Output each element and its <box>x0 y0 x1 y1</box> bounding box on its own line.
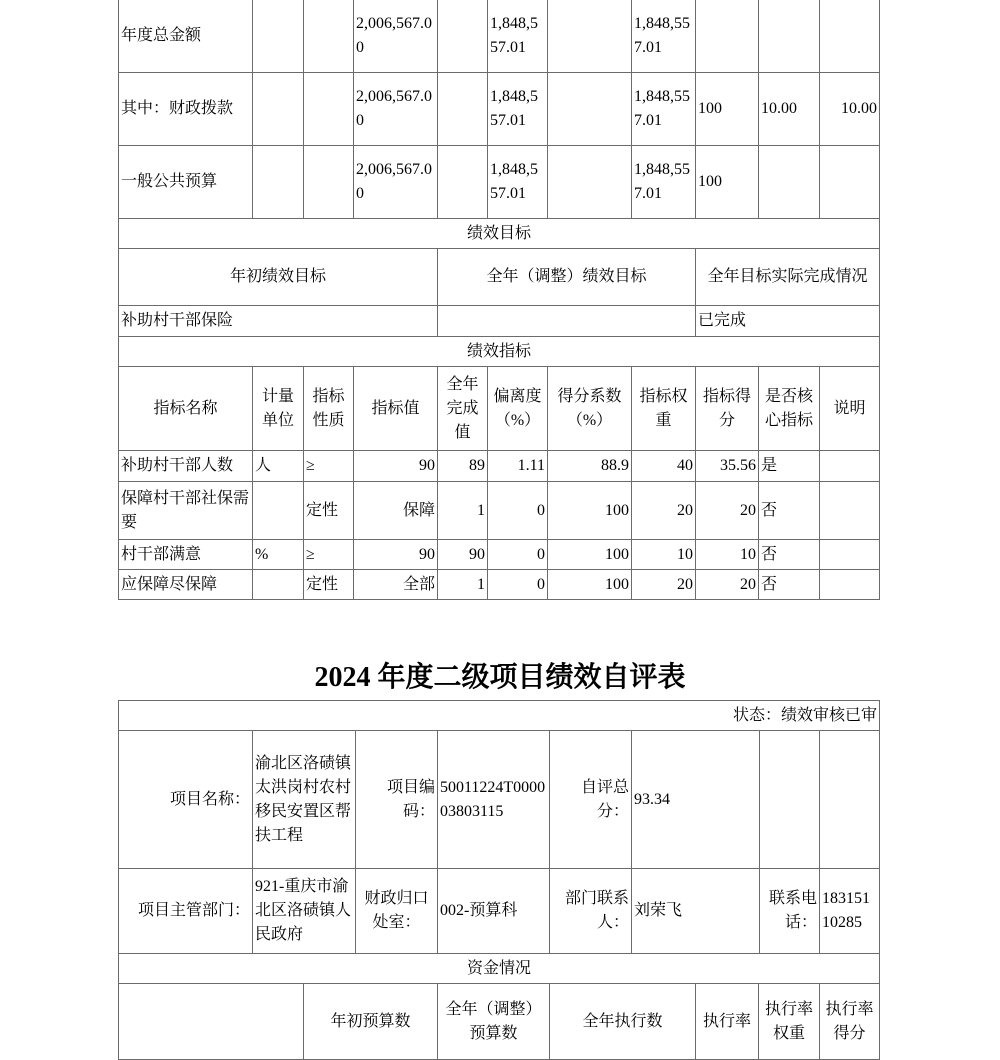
project-code-label-text: 项目编码： <box>386 778 435 820</box>
goals-section-title <box>118 218 880 249</box>
goal-initial <box>118 305 438 337</box>
budget-rate-text: 100 <box>698 173 722 190</box>
indicator-cell-text: 20 <box>677 501 693 519</box>
indicator-header-text: 全年完成值 <box>446 375 479 441</box>
funds-title-text: 资金情况 <box>466 959 531 977</box>
indicator-cell-text: 20 <box>740 575 756 593</box>
indicator-header <box>819 366 880 451</box>
indicator-cell <box>437 450 488 482</box>
dept-label <box>118 868 253 954</box>
budget-row-label-text: 年度总金额 <box>121 27 202 44</box>
table-cell <box>437 145 488 219</box>
indicator-cell-text: 0 <box>537 575 545 593</box>
budget-row-label-text: 其中：财政拨款 <box>121 100 234 117</box>
finance-office-label <box>355 868 438 954</box>
indicator-cell-text: 90 <box>419 545 435 563</box>
indicator-header-text: 计量单位 <box>261 387 294 429</box>
phone <box>819 868 880 954</box>
indicator-cell <box>487 569 548 600</box>
indicator-cell <box>758 539 820 570</box>
indicator-header-text: 说明 <box>833 399 866 417</box>
budget-executed-text: 1,848,557.01 <box>634 88 690 129</box>
indicator-cell <box>487 539 548 570</box>
table-cell <box>252 72 304 146</box>
indicator-cell <box>437 569 488 600</box>
phone-text: 18315110285 <box>822 890 870 931</box>
project-name-label-text: 项目名称： <box>169 790 250 808</box>
budget-adjusted-text: 1,848,557.01 <box>490 15 538 56</box>
dept-label-text: 项目主管部门： <box>137 902 250 919</box>
indicator-cell <box>252 539 304 570</box>
table-cell <box>547 0 632 73</box>
budget-row-label-text: 一般公共预算 <box>121 173 218 190</box>
indicator-cell <box>437 539 488 570</box>
indicator-cell <box>758 450 820 482</box>
table-cell <box>437 72 488 146</box>
indicator-cell-text: 是 <box>761 457 778 474</box>
table-cell <box>303 0 354 73</box>
indicator-header-text: 指标性质 <box>312 387 345 429</box>
indicator-cell <box>118 569 253 600</box>
phone-label-text: 联系电话： <box>768 890 817 931</box>
indicator-cell-text: 全部 <box>402 575 435 593</box>
budget-adjusted-text: 1,848,557.01 <box>490 88 538 129</box>
indicator-header-text: 指标权重 <box>639 387 688 429</box>
phone-label <box>759 868 820 954</box>
funds-header-text: 全年执行数 <box>582 1012 663 1030</box>
indicator-cell <box>819 569 880 600</box>
indicator-header-text: 指标得分 <box>702 387 751 429</box>
table-cell <box>547 72 632 146</box>
goals-header <box>437 248 696 306</box>
indicator-header <box>118 366 253 451</box>
indicator-cell <box>303 450 354 482</box>
indicator-cell <box>547 539 632 570</box>
budget-adjusted-text: 1,848,557.01 <box>490 161 538 202</box>
budget-initial <box>353 0 438 73</box>
self-score-label <box>549 730 632 869</box>
funds-header-text: 全年（调整）预算数 <box>445 1000 542 1042</box>
budget-executed <box>631 145 696 219</box>
indicator-cell <box>353 569 438 600</box>
contact-text: 刘荣飞 <box>634 902 683 919</box>
indicator-cell <box>118 539 253 570</box>
indicator-cell-text: 保障村干部社保需要 <box>121 489 250 531</box>
indicator-cell <box>252 481 304 540</box>
finance-office <box>437 868 550 954</box>
indicator-cell-text: 定性 <box>306 575 339 593</box>
indicator-cell <box>547 450 632 482</box>
budget-weight <box>758 0 820 73</box>
self-score-text: 93.34 <box>634 790 670 808</box>
table-cell <box>303 145 354 219</box>
budget-rate-text: 100 <box>698 100 722 117</box>
indicator-cell-text: 100 <box>605 575 629 593</box>
indicator-header <box>631 366 696 451</box>
dept <box>252 868 356 954</box>
indicator-cell-text: 应保障尽保障 <box>121 575 218 593</box>
indicator-cell <box>303 539 354 570</box>
indicator-cell-text: 村干部满意 <box>121 545 202 563</box>
indicator-cell-text: 90 <box>419 457 435 474</box>
indicator-cell <box>487 450 548 482</box>
indicator-cell <box>547 569 632 600</box>
project-name-text: 渝北区洛碛镇太洪岗村农村移民安置区帮扶工程 <box>255 754 352 844</box>
indicator-header <box>547 366 632 451</box>
budget-rate <box>695 0 759 73</box>
budget-executed <box>631 0 696 73</box>
indicator-cell <box>631 481 696 540</box>
indicator-cell <box>303 481 354 540</box>
indicator-cell <box>118 481 253 540</box>
project-code-label <box>355 730 438 869</box>
indicator-cell-text: 10 <box>740 545 756 563</box>
indicator-header-text: 指标值 <box>371 399 420 417</box>
indicator-cell <box>118 450 253 482</box>
indicator-cell-text: 人 <box>255 457 272 474</box>
goals-header-text: 全年目标实际完成情况 <box>707 268 868 285</box>
indicator-cell-text: 90 <box>469 545 485 563</box>
indicator-cell-text: 1.11 <box>517 457 545 474</box>
indicator-header <box>252 366 304 451</box>
table-cell <box>547 145 632 219</box>
form-title: 2024 年度二级项目绩效自评表 <box>314 662 686 693</box>
indicator-cell-text: 89 <box>469 457 485 474</box>
budget-initial-text: 2,006,567.00 <box>356 161 432 202</box>
indicator-cell-text: 否 <box>761 545 778 563</box>
indicator-cell-text: 定性 <box>306 501 339 519</box>
indicator-cell-text: 保障 <box>402 501 435 519</box>
indicator-cell-text: ≥ <box>306 457 315 474</box>
budget-initial <box>353 145 438 219</box>
budget-initial-text: 2,006,567.00 <box>356 15 432 56</box>
indicator-cell-text: % <box>255 545 269 563</box>
indicator-header-text: 指标名称 <box>153 399 218 417</box>
indicator-cell <box>547 481 632 540</box>
funds-header <box>819 983 880 1060</box>
budget-row-label <box>118 72 253 146</box>
indicator-cell-text: 否 <box>761 501 778 519</box>
contact <box>631 868 760 954</box>
goals-section-title-text: 绩效目标 <box>466 224 531 242</box>
budget-weight <box>758 145 820 219</box>
budget-initial-text: 2,006,567.00 <box>356 88 432 129</box>
indicator-cell <box>252 569 304 600</box>
budget-score <box>819 0 880 73</box>
budget-executed <box>631 72 696 146</box>
status-text <box>118 700 880 731</box>
project-name-label <box>118 730 253 869</box>
budget-executed-text: 1,848,557.01 <box>634 161 690 202</box>
indicator-cell-text: 100 <box>605 501 629 519</box>
funds-header <box>437 983 550 1060</box>
funds-header <box>549 983 696 1060</box>
table-cell <box>819 730 880 869</box>
goals-header-text: 全年（调整）绩效目标 <box>486 268 647 285</box>
indicator-cell-text: 否 <box>761 575 778 593</box>
budget-score <box>819 72 880 146</box>
indicator-cell <box>695 450 759 482</box>
budget-initial <box>353 72 438 146</box>
goals-header <box>695 248 880 306</box>
indicator-cell <box>487 481 548 540</box>
self-score <box>631 730 760 869</box>
goal-actual <box>695 305 880 337</box>
funds-header-text: 执行率 <box>702 1012 751 1030</box>
table-cell <box>437 0 488 73</box>
goal-adjusted <box>437 305 696 337</box>
indicator-cell-text: 35.56 <box>720 457 756 474</box>
indicator-header <box>353 366 438 451</box>
indicator-cell-text: 100 <box>605 545 629 563</box>
budget-executed-text: 1,848,557.01 <box>634 15 690 56</box>
indicator-cell <box>819 481 880 540</box>
budget-row-label <box>118 145 253 219</box>
indicator-cell <box>353 539 438 570</box>
budget-adjusted <box>487 145 548 219</box>
indicator-cell-text: 0 <box>537 501 545 519</box>
budget-adjusted <box>487 72 548 146</box>
project-code <box>437 730 550 869</box>
funds-header <box>758 983 820 1060</box>
contact-label <box>549 868 632 954</box>
indicators-section-title-text: 绩效指标 <box>466 342 531 360</box>
indicator-cell-text: ≥ <box>306 545 315 563</box>
status-text-text: 状态：绩效审核已审 <box>732 706 877 724</box>
indicator-cell <box>819 539 880 570</box>
budget-weight <box>758 72 820 146</box>
indicator-cell <box>758 569 820 600</box>
budget-score <box>819 145 880 219</box>
table-cell <box>118 983 304 1060</box>
indicators-section-title <box>118 336 880 367</box>
indicator-cell <box>819 450 880 482</box>
indicator-header-text: 得分系数（%） <box>557 387 622 429</box>
indicator-cell <box>695 569 759 600</box>
indicator-cell <box>631 539 696 570</box>
funds-header <box>303 983 438 1060</box>
table-cell <box>252 0 304 73</box>
budget-adjusted <box>487 0 548 73</box>
budget-row-label <box>118 0 253 73</box>
finance-office-label-text: 财政归口处室： <box>364 890 429 931</box>
indicator-cell-text: 88.9 <box>601 457 629 474</box>
indicator-header-text: 偏离度（%） <box>493 387 542 429</box>
indicator-cell <box>695 539 759 570</box>
dept-text: 921-重庆市渝北区洛碛镇人民政府 <box>255 878 352 943</box>
indicator-cell-text: 10 <box>677 545 693 563</box>
finance-office-text: 002-预算科 <box>440 902 518 919</box>
goal-actual-text: 已完成 <box>698 312 747 329</box>
table-cell <box>252 145 304 219</box>
indicator-cell <box>252 450 304 482</box>
indicator-cell <box>353 481 438 540</box>
project-code-text: 50011224T000003803115 <box>440 778 546 820</box>
indicator-cell-text: 40 <box>677 457 693 474</box>
indicator-header <box>303 366 354 451</box>
goals-header <box>118 248 438 306</box>
indicator-header-text: 是否核心指标 <box>764 387 813 429</box>
indicator-cell <box>631 450 696 482</box>
table-cell <box>759 730 820 869</box>
indicator-cell-text: 20 <box>740 501 756 519</box>
indicator-cell <box>695 481 759 540</box>
funds-header-text: 年初预算数 <box>330 1012 411 1030</box>
budget-rate <box>695 72 759 146</box>
self-score-label-text: 自评总分： <box>580 778 629 820</box>
indicator-cell <box>303 569 354 600</box>
goals-header-text: 年初绩效目标 <box>229 268 326 285</box>
funds-header <box>695 983 759 1060</box>
funds-title <box>118 953 880 984</box>
indicator-header <box>487 366 548 451</box>
contact-label-text: 部门联系人： <box>564 890 629 931</box>
funds-header-text: 执行率得分 <box>825 1000 874 1042</box>
funds-header-text: 执行率权重 <box>764 1000 813 1042</box>
indicator-cell <box>631 569 696 600</box>
indicator-cell-text: 0 <box>537 545 545 563</box>
goal-initial-text: 补助村干部保险 <box>121 312 234 329</box>
budget-weight-text: 10.00 <box>761 100 797 117</box>
indicator-header <box>758 366 820 451</box>
indicator-cell-text: 1 <box>477 575 485 593</box>
indicator-cell-text: 1 <box>477 501 485 519</box>
budget-rate <box>695 145 759 219</box>
indicator-cell <box>353 450 438 482</box>
table-cell <box>303 72 354 146</box>
indicator-cell-text: 20 <box>677 575 693 593</box>
indicator-cell <box>758 481 820 540</box>
indicator-cell <box>437 481 488 540</box>
indicator-cell-text: 补助村干部人数 <box>121 457 234 474</box>
indicator-header <box>437 366 488 451</box>
project-name <box>252 730 356 869</box>
indicator-header <box>695 366 759 451</box>
budget-score-text: 10.00 <box>841 100 877 117</box>
